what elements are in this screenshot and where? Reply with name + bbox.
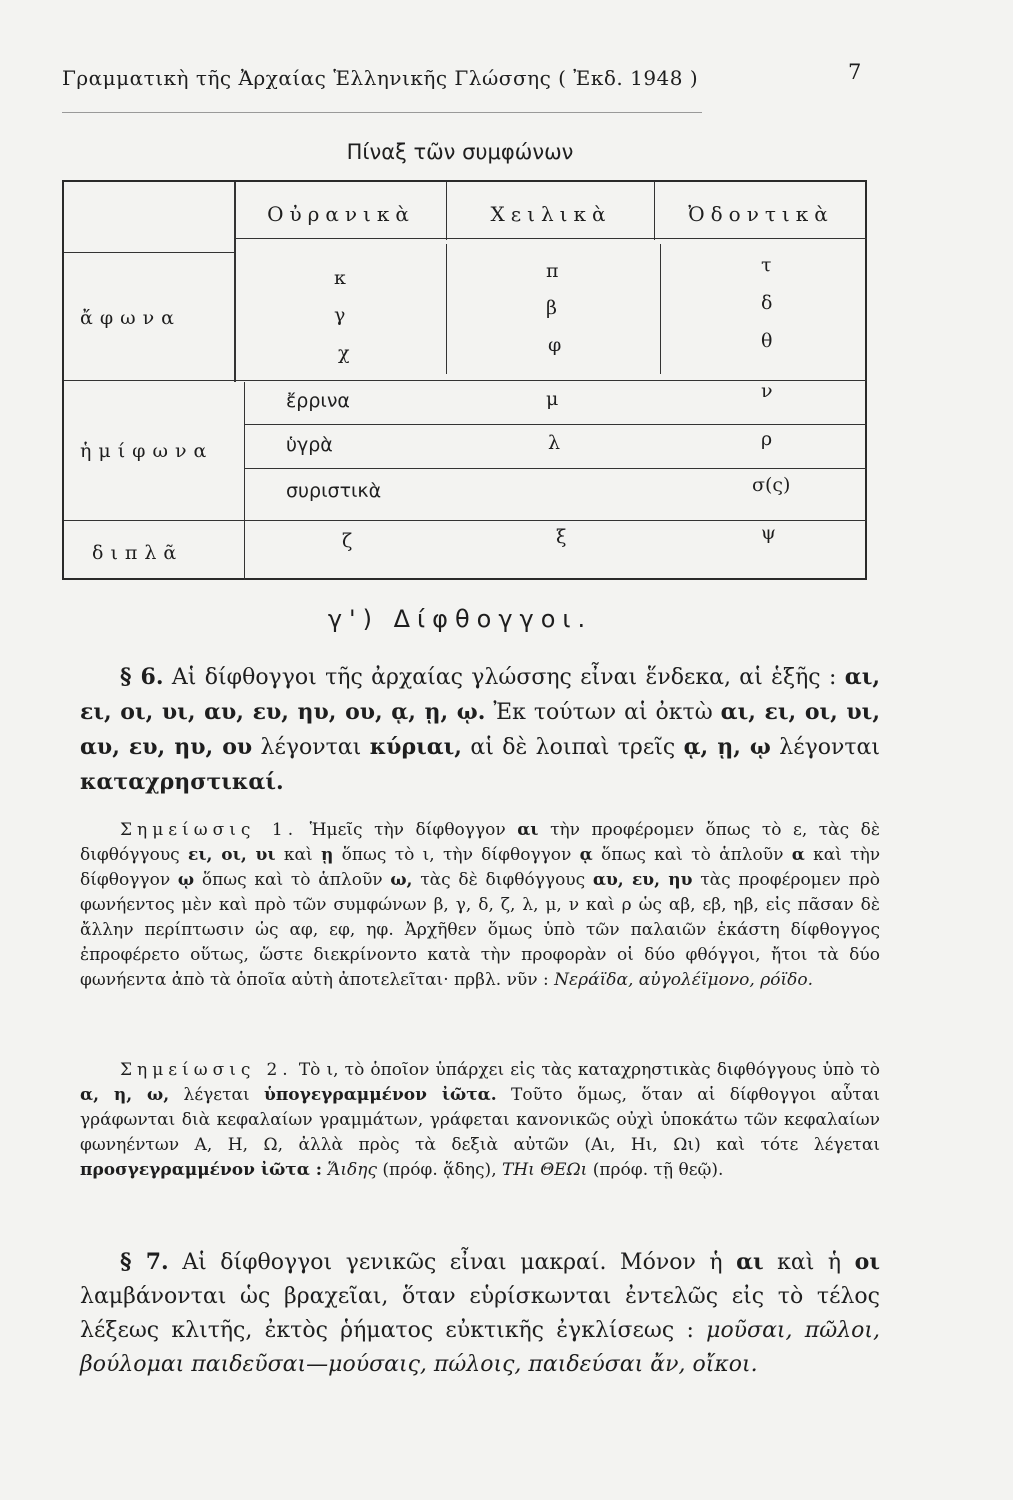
bold-text: ει, οι, υι (187, 845, 276, 865)
table-line (245, 468, 867, 469)
text: (πρόφ. ᾅδης), (382, 1160, 497, 1180)
table-line (64, 380, 867, 381)
text: αἱ δὲ λοιπαὶ τρεῖς (470, 735, 676, 760)
letter-delta: δ (761, 292, 773, 314)
italic-text: Ἅιδης (327, 1160, 377, 1180)
italic-text: μοῦσαι, πῶλοι, βούλομαι παιδεῦσαι—μούσαις, πώλοις, παιδεύσαι ἄν, οἴκοι. (80, 1318, 881, 1377)
bold-text: οι (854, 1249, 880, 1275)
table-line (64, 252, 234, 253)
letter-phi: φ (548, 334, 562, 356)
page-number: 7 (848, 60, 862, 84)
bold-text: ᾳ (579, 845, 593, 865)
consonant-table (62, 180, 867, 580)
table-line (64, 520, 867, 521)
italic-text: Νεράϊδα, αὐγολέϊμονο, ρόϊδο. (554, 970, 813, 990)
note-label: Σημείωσις 2. (120, 1060, 293, 1080)
header-rule (62, 112, 702, 113)
row-label-afona: ἄφωνα (80, 307, 182, 329)
note-label: Σημείωσις 1. (120, 820, 299, 840)
letter-beta: β (546, 297, 557, 319)
text: καὶ τὴν δίφθογγον (80, 845, 881, 890)
paragraph-7 (80, 1245, 880, 1382)
column-header-cheilika: Χειλικὰ (490, 202, 612, 226)
bold-text: αι (736, 1249, 764, 1275)
table-line (660, 244, 661, 374)
paragraph-6 (80, 660, 880, 800)
bold-text: ᾳ, ῃ, ῳ (683, 734, 771, 760)
letter-kappa: κ (334, 267, 346, 289)
text: λέγονται (779, 735, 881, 760)
text: Αἱ δίφθογγοι τῆς ἀρχαίας γλώσσης εἶναι ἕνδεκα, αἱ ἑξῆς : (171, 665, 837, 690)
bold-text: α, η, ω, (80, 1085, 170, 1105)
letter-lambda: λ (548, 432, 561, 454)
table-line (245, 424, 867, 425)
row-label-dipla: διπλᾶ (92, 542, 184, 564)
bold-text: ω, (390, 870, 413, 890)
table-line (244, 382, 245, 580)
table-title: Πίναξ τῶν συμφώνων (346, 140, 574, 164)
text: λαμβάνονται ὡς βραχεῖαι, ὅταν εὑρίσκωνται ἐντελῶς εἰς τὸ τέλος λέξεως κλιτῆς, ἐκτὸς ῥήματος εὐκτικῆς ἐγκλίσεως : (80, 1284, 880, 1343)
paragraph-number: § 6. (120, 664, 164, 690)
text: τὰς προφέρομεν πρὸ φωνήεντος μὲν καὶ πρὸ τῶν συμφώνων β, γ, δ, ζ, λ, μ, ν καὶ ρ ὡς αβ, εβ, ηβ, εἰς πᾶσαν δὲ ἄλλην περίπτωσιν ὡς αφ, εφ, ηφ. Ἀρχῆθεν ὅμως ὑπὸ τῶν παλαιῶν ἑκάστη δίφθογγος ἐπροφέρετο οὕτως, ὥστε διεκρίνοντο κατὰ τὴν προφορὰν οἱ δύο φθόγγοι, ἤτοι τὰ δύο φωνήεντα ἀπὸ τὰ ὁποῖα αὐτὴ ἀποτελεῖται· πρβλ. νῦν : (80, 870, 881, 990)
text: ὅπως καὶ τὸ ἁπλοῦν (601, 845, 784, 865)
subcategory-errina: ἔρρινα (286, 390, 350, 412)
letter-pi: π (546, 260, 559, 282)
text: (πρόφ. τῇ θεῷ). (592, 1160, 724, 1180)
table-line (654, 182, 655, 240)
subcategory-ygra: ὑγρὰ (286, 434, 333, 456)
text: Ἐκ τούτων αἱ ὀκτὼ (493, 700, 713, 725)
bold-text: α (791, 845, 805, 865)
subcategory-syristika: συριστικὰ (286, 480, 382, 502)
text: Αἱ δίφθογγοι γενικῶς εἶναι μακραί. Μόνον ἡ (182, 1250, 723, 1275)
text: Ἡμεῖς τὴν δίφθογγον (309, 820, 506, 840)
letter-theta: θ (761, 330, 773, 352)
text: λέγονται (260, 735, 362, 760)
bold-text: αι, ει, οι, υι, αυ, ευ, ηυ, ου, ᾳ, ῃ, ῳ. (80, 664, 881, 725)
column-header-odontika: Ὀδοντικὰ (688, 202, 834, 226)
paragraph-number: § 7. (120, 1249, 169, 1275)
bold-text: ῳ (177, 870, 195, 890)
bold-text: αι, ει, οι, υι, αυ, ευ, ηυ, ου (80, 699, 880, 760)
text: καὶ (283, 845, 313, 865)
bold-text: προσγεγραμμένον ἰῶτα : (80, 1160, 322, 1180)
letter-sigma: σ(ς) (752, 474, 791, 496)
note-2 (80, 1058, 880, 1183)
text: τὰς δὲ διφθόγγους (420, 870, 586, 890)
bold-text: αυ, ευ, ηυ (592, 870, 693, 890)
table-line (236, 238, 867, 239)
row-label-imifona: ἡμίφωνα (80, 440, 214, 462)
text: λέγεται (183, 1085, 250, 1105)
bold-text: ὑπογεγραμμένον ἰῶτα. (264, 1085, 497, 1105)
note-1 (80, 818, 880, 993)
column-header-uranika: Οὐρανικὰ (267, 202, 415, 226)
running-title: Γραμματικὴ τῆς Ἀρχαίας Ἑλληνικῆς Γλώσσης ( Ἐκδ. 1948 ) (62, 66, 699, 90)
text: ὅπως τὸ ι, τὴν δίφθογγον (341, 845, 572, 865)
text: καὶ ἡ (777, 1250, 842, 1275)
letter-gamma: γ (334, 304, 346, 326)
letter-zeta: ζ (342, 530, 353, 552)
bold-text: αι (517, 820, 539, 840)
table-line (446, 244, 447, 374)
text: ὅπως καὶ τὸ ἁπλοῦν (201, 870, 383, 890)
letter-chi: χ (338, 342, 350, 364)
bold-text: ῃ (320, 845, 334, 865)
letter-rho: ρ (761, 428, 773, 450)
letter-psi: ψ (761, 522, 776, 544)
letter-xi: ξ (556, 526, 567, 548)
section-title: γ') Δίφθογγοι. (327, 605, 593, 633)
text: τὴν προφέρομεν ὅπως τὸ ε, τὰς δὲ διφθόγγους (80, 820, 881, 865)
letter-mu: μ (546, 388, 559, 410)
bold-text: καταχρηστικαί. (80, 769, 284, 795)
text: Τοῦτο ὅμως, ὅταν αἱ δίφθογγοι αὗται γράφωνται διὰ κεφαλαίων γραμμάτων, γράφεται κανονικῶς οὐχὶ ὑποκάτω τῶν κεφαλαίων φωνηέντων Α, Η, Ω, ἀλλὰ πρὸς τὰ δεξιὰ αὐτῶν (Αι, Ηι, Ωι) καὶ τότε λέγεται (80, 1085, 880, 1155)
table-line (446, 182, 447, 240)
letter-nu: ν (761, 380, 773, 402)
text: Τὸ ι, τὸ ὁποῖον ὑπάρχει εἰς τὰς καταχρηστικὰς διφθόγγους ὑπὸ τὸ (298, 1060, 880, 1080)
bold-text: κύριαι, (369, 734, 462, 760)
italic-text: ΤΗι ΘΕΩι (502, 1160, 588, 1180)
letter-tau: τ (761, 254, 772, 276)
